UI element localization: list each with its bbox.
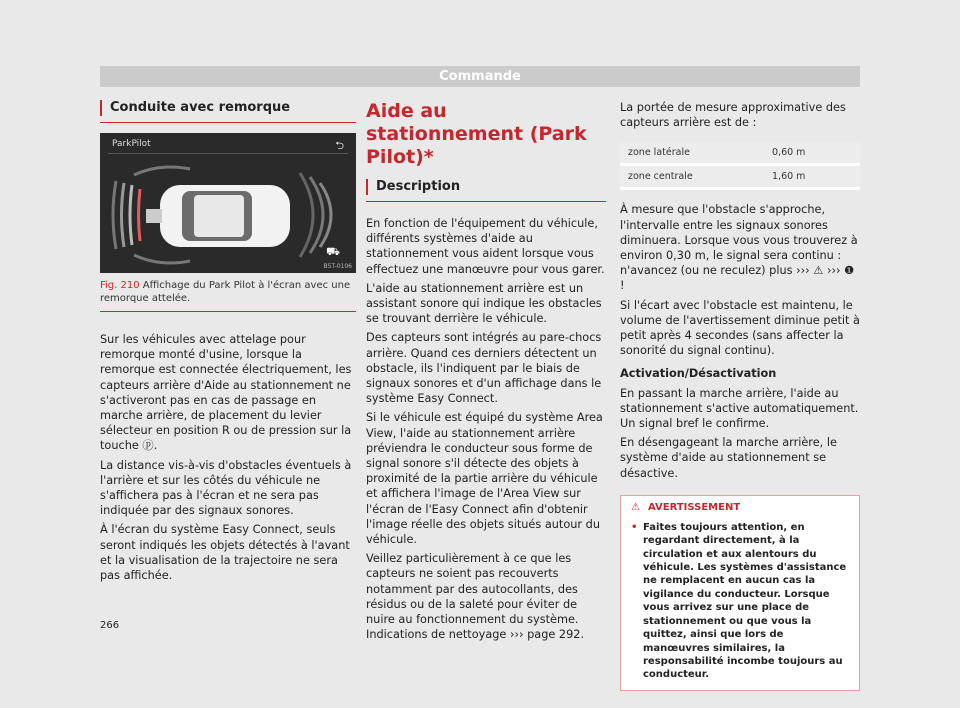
figure-number: Fig. 210 [100,280,140,291]
table-row [620,142,860,165]
warning-box [620,495,860,691]
warning-body-text: Faites toujours attention, en regardant directement, à la circulation et aux alentours du véhicule. Les systèmes d'assistance ne remplacent en aucun cas la vigilance du conducteur. Lorsque vous arrivez sur une place de stationnement ou que vous la quittez, ainsi que lors de manœuvres similaires, la responsabilité incombe toujours au conducteur. [643,521,847,681]
paragraph: Sur les véhicules avec attelage pour remorque monté d'usine, lorsque la remorque est connectée électriquement, les capteurs arrière d'Aide au stationnement ne s'activeront pas en cas de passage en marche arrière, de placement du levier sélecteur en position R ou de pression sur la touche ⓟ. [100,333,352,453]
activation-heading: Activation/Désactivation [620,367,777,381]
paragraph: La distance vis-à-vis d'obstacles éventuels à l'arrière et sur les côtés du véhicule ne s'affichera pas à l'écran et ne sera pas indiquée par des signaux sonores. [100,458,352,518]
bullet-icon: • [631,521,638,533]
right-column [620,100,860,691]
divider [366,201,606,202]
section-title-trailer: Conduite avec remorque [100,100,356,116]
paragraph: En passant la marche arrière, l'aide au stationnement s'active automatiquement. Un signal bref le confirme. [620,386,859,431]
table-cell: 1,60 m [764,165,860,189]
back-icon: ⮌ [335,139,344,152]
warning-header [621,496,859,517]
screen-title: ParkPilot [112,139,151,149]
paragraph: Si le véhicule est équipé du système Area View, l'aide au stationnement arrière préviendra le conducteur sous forme de signal sonore s'il détecte des objets à proximité de la partie arrière du véhicule et affichera l'image de l'Area View sur l'écran de l'Easy Connect afin d'obtenir l'image réelle des objets situés autour du véhicule. [366,411,603,547]
warning-text [621,517,859,690]
table-cell: zone latérale [620,142,764,165]
paragraph: L'aide au stationnement arrière est un assistant sonore qui indique les obstacles se trouvant derrière le véhicule. [366,281,602,326]
table-cell: 0,60 m [764,142,860,165]
paragraph: Des capteurs sont intégrés au pare-chocs arrière. Quand ces derniers détectent un obstacle, ils l'indiquent par le biais de signaux sonores et d'un affichage dans le système Easy Connect. [366,331,602,406]
section-header [100,66,860,87]
divider [100,122,356,123]
middle-column [366,100,606,642]
table-cell: zone centrale [620,165,764,189]
figure-code: B5T-0106 [323,263,352,270]
car-top-view [100,133,356,273]
paragraph-cleaning-link[interactable]: Veillez particulièrement à ce que les capteurs ne soient pas recouverts notamment par des autocollants, des résidus ou de la saleté pour éviter de nuire au fonctionnement du système. Indications de nettoyage ››› page 292. [366,552,585,642]
warning-triangle-icon: ⚠ [631,501,640,513]
tow-icon: ⛟ [326,245,340,258]
paragraph: Si l'écart avec l'obstacle est maintenu, le volume de l'avertissement diminue petit à petit après 4 secondes (sans affecter la sonorité du signal continu). [620,298,860,358]
figure-caption-text: Affichage du Park Pilot à l'écran avec une remorque attelée. [100,280,351,304]
left-column [100,100,356,583]
paragraph: En fonction de l'équipement du véhicule, différents systèmes d'aide au stationnement vous aident lorsque vous effectuez une manœuvre pour vous garer. [366,217,605,276]
section-label: Commande [439,69,521,84]
paragraph: En désengageant la marche arrière, le système d'aide au stationnement se désactive. [620,436,837,480]
range-table [620,142,860,190]
figure-caption [100,279,356,312]
range-intro: La portée de mesure approximative des capteurs arrière est de : [620,101,846,130]
parkpilot-figure [100,133,356,273]
page-number: 266 [100,620,120,631]
warning-label: AVERTISSEMENT [647,501,741,513]
page-title: Aide au stationnement (Park Pilot)* [366,100,587,168]
section-title-description: Description [366,179,606,195]
paragraph: À l'écran du système Easy Connect, seuls seront indiqués les objets détectés à l'avant et la visualisation de la trajectoire ne sera pas affichée. [100,523,350,583]
paragraph: À mesure que l'obstacle s'approche, l'intervalle entre les signaux sonores diminuera. Lorsque vous vous trouverez à environ 0,30 m, le signal sera continu : n'avancez (ou ne reculez) plus ››› ⚠ ››› ❶ ! [620,203,858,293]
table-row [620,165,860,189]
